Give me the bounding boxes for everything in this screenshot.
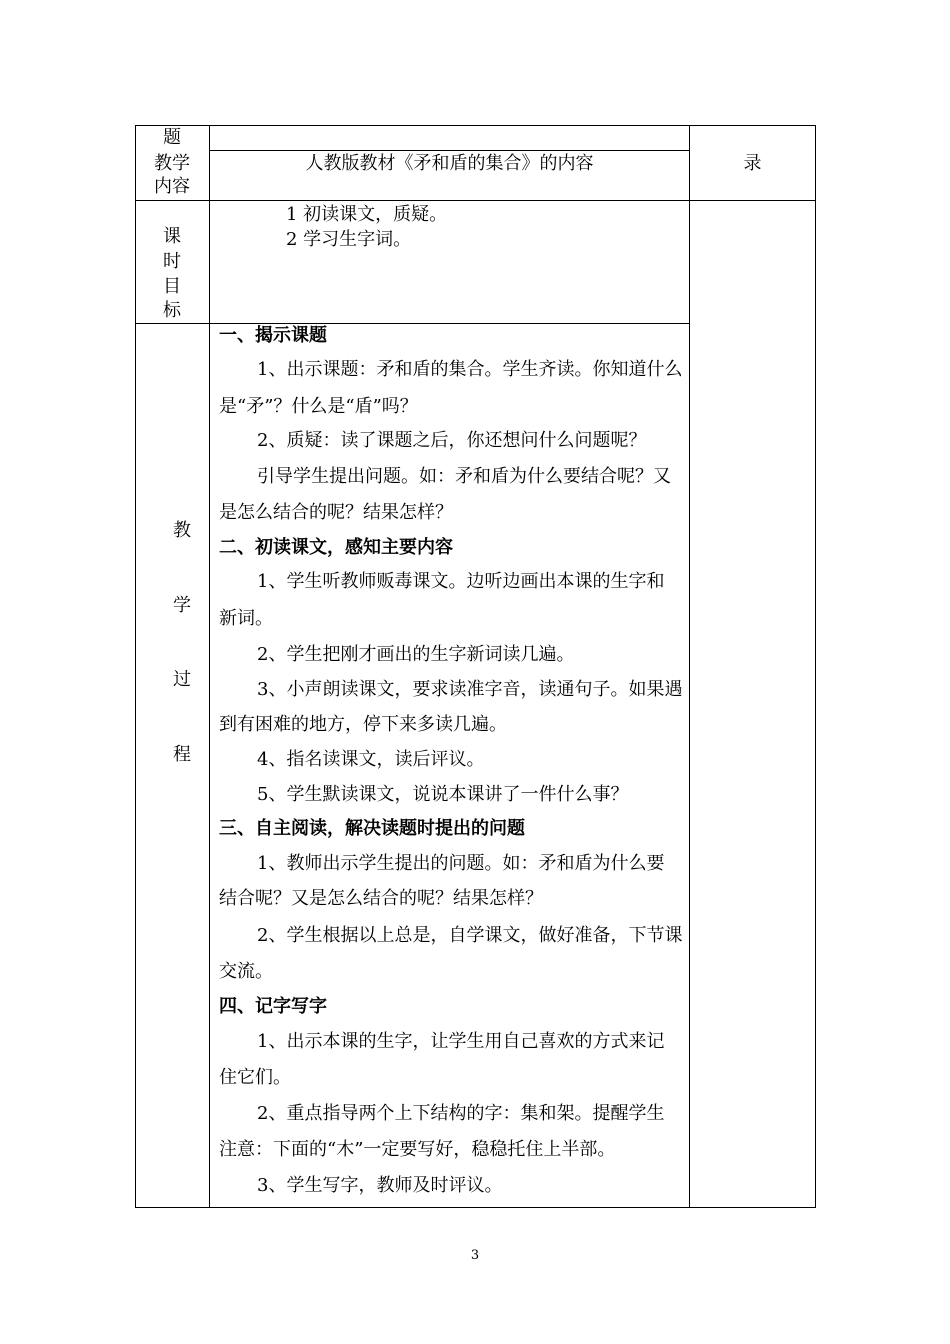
- label-record: 录: [743, 153, 762, 174]
- process-line: 新词。: [219, 608, 273, 629]
- process-line: 是怎么结合的呢？结果怎样？: [219, 502, 453, 523]
- process-line: 1、教师出示学生提出的问题。如：矛和盾为什么要: [257, 853, 665, 874]
- process-heading: 四、记字写字: [219, 996, 327, 1017]
- label-content-line2: 内容: [154, 176, 190, 197]
- teaching-content: 人教版教材《矛和盾的集合》的内容: [305, 153, 594, 174]
- process-line: 4、指名读课文，读后评议。: [257, 749, 485, 770]
- process-line: 交流。: [219, 961, 273, 982]
- label-goal-char: 目: [163, 276, 181, 297]
- process-line: 住它们。: [219, 1067, 291, 1088]
- process-line: 2、学生根据以上总是，自学课文，做好准备，下节课: [257, 925, 683, 946]
- table-right-border: [815, 125, 816, 1208]
- table-rule-content: [135, 200, 816, 201]
- table-bottom-border: [135, 1207, 816, 1208]
- label-process-char: 程: [173, 744, 191, 765]
- table-rule-goals: [135, 323, 690, 324]
- process-line: 2、重点指导两个上下结构的字：集和架。提醒学生: [257, 1103, 665, 1124]
- process-line: 到有困难的地方，停下来多读几遍。: [219, 714, 507, 735]
- label-process-char: 学: [173, 595, 191, 616]
- label-ti: 题: [163, 127, 181, 148]
- table-rule-ti: [209, 150, 690, 151]
- process-line: 2、学生把刚才画出的生字新词读几遍。: [257, 644, 575, 665]
- process-line: 1、学生听教师贩毒课文。边听边画出本课的生字和: [257, 571, 665, 592]
- process-line: 注意：下面的“木”一定要写好，稳稳托住上半部。: [219, 1139, 616, 1160]
- label-goal-char: 课: [163, 226, 181, 247]
- process-line: 引导学生提出问题。如：矛和盾为什么要结合呢？又: [257, 466, 671, 487]
- process-line: 1、出示本课的生字，让学生用自己喜欢的方式来记: [257, 1031, 665, 1052]
- process-line: 3、学生写字，教师及时评议。: [257, 1175, 503, 1196]
- process-line: 1、出示课题：矛和盾的集合。学生齐读。你知道什么: [257, 359, 683, 380]
- process-heading: 三、自主阅读，解决读题时提出的问题: [219, 818, 525, 839]
- label-process-char: 过: [173, 669, 191, 690]
- label-goal-char: 时: [163, 251, 181, 272]
- table-top-border: [135, 125, 816, 126]
- process-line: 2、质疑：读了课题之后，你还想问什么问题呢？: [257, 430, 647, 451]
- goal-item: 1 初读课文，质疑。: [286, 204, 448, 225]
- process-line: 5、学生默读课文，说说本课讲了一件什么事？: [257, 784, 629, 805]
- label-goal-char: 标: [163, 300, 181, 321]
- table-col-rule-2: [689, 125, 690, 1208]
- label-process-char: 教: [173, 520, 191, 541]
- page-number: 3: [470, 1248, 480, 1263]
- process-heading: 二、初读课文，感知主要内容: [219, 537, 453, 558]
- process-line: 结合呢？又是怎么结合的呢？结果怎样？: [219, 888, 543, 909]
- goal-item: 2 学习生字词。: [286, 229, 412, 250]
- process-line: 是“矛”？什么是“盾”吗？: [219, 396, 418, 417]
- process-line: 3、小声朗读课文，要求读准字音，读通句子。如果遇: [257, 679, 683, 700]
- label-content-line1: 教学: [154, 153, 190, 174]
- process-heading: 一、揭示课题: [219, 325, 327, 346]
- table-col-rule-1: [209, 125, 210, 1208]
